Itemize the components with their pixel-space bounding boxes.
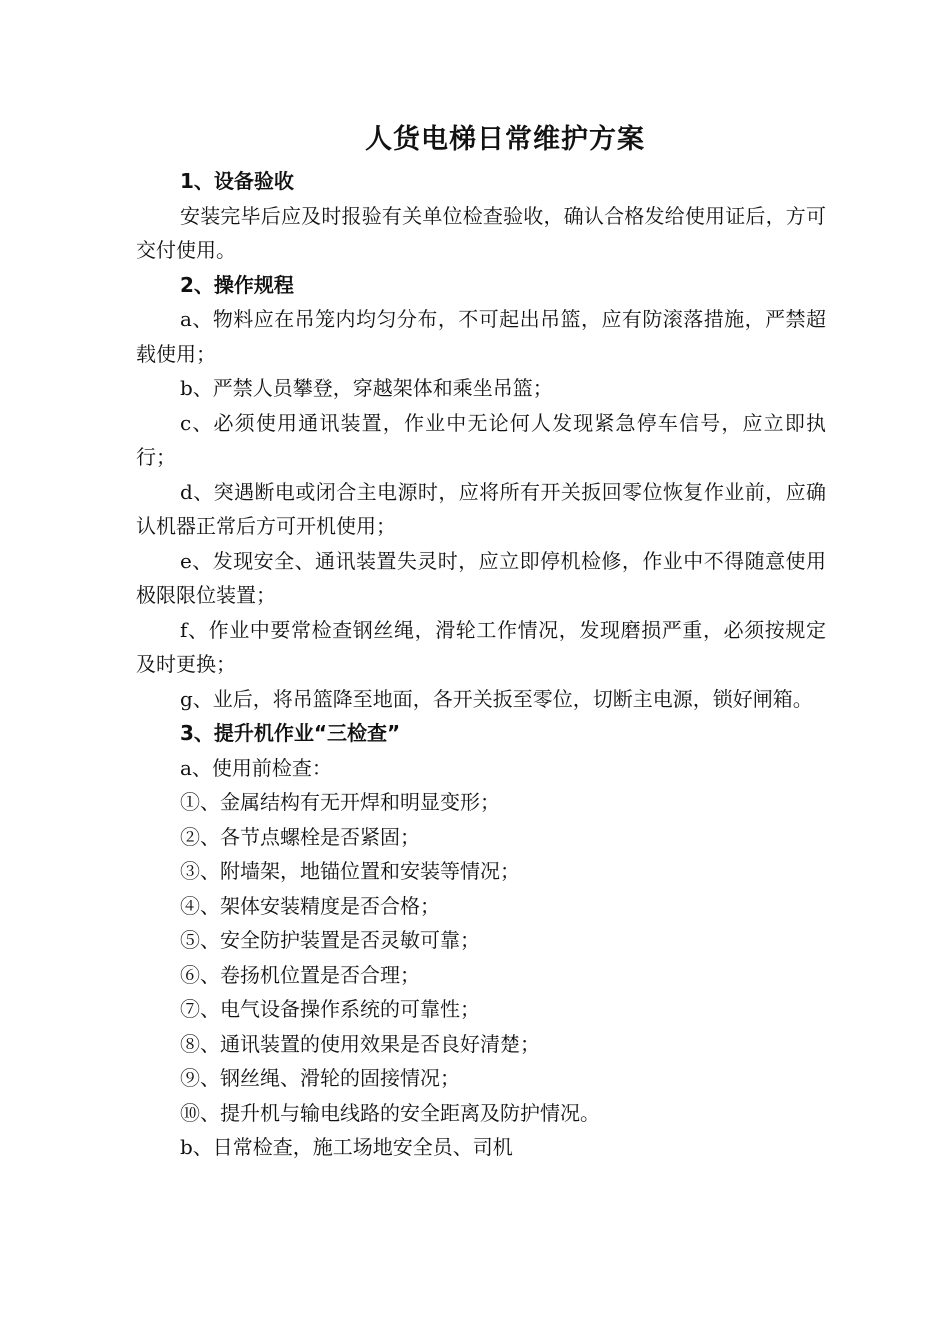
check-item-1: ①、金属结构有无开焊和明显变形； — [180, 790, 500, 814]
check-subheading-b: b、日常检查，施工场地安全员、司机 — [180, 1135, 513, 1159]
rule-item-e: e、发现安全、通讯装置失灵时，应立即停机检修，作业中不得随意使用极限限位装置； — [136, 548, 826, 607]
paragraph-acceptance: 安装完毕后应及时报验有关单位检查验收，确认合格发给使用证后，方可交付使用。 — [136, 203, 826, 262]
section-heading-equipment-acceptance: 1、设备验收 — [180, 169, 294, 193]
check-item-4: ④、架体安装精度是否合格； — [180, 893, 440, 918]
check-item-8: ⑧、通讯装置的使用效果是否良好清楚； — [180, 1031, 540, 1056]
check-item-7: ⑦、电气设备操作系统的可靠性； — [180, 997, 480, 1021]
rule-item-b: b、严禁人员攀登，穿越架体和乘坐吊篮； — [180, 376, 553, 400]
check-item-10: ⑩、提升机与输电线路的安全距离及防护情况。 — [180, 1100, 600, 1125]
check-item-2: ②、各节点螺栓是否紧固； — [180, 824, 420, 849]
check-item-3: ③、附墙架，地锚位置和安装等情况； — [180, 859, 520, 883]
rule-item-a: a、物料应在吊笼内均匀分布，不可起出吊篮，应有防滚落措施，严禁超载使用； — [136, 307, 826, 366]
document-body — [136, 164, 826, 1165]
check-item-9: ⑨、钢丝绳、滑轮的固接情况； — [180, 1066, 460, 1090]
check-subheading-a: a、使用前检查： — [180, 755, 332, 780]
check-item-5: ⑤、安全防护装置是否灵敏可靠； — [180, 928, 480, 952]
check-item-6: ⑥、卷扬机位置是否合理； — [180, 962, 420, 987]
rule-item-c: c、必须使用通讯装置，作业中无论何人发现紧急停车信号，应立即执行； — [136, 410, 826, 469]
section-heading-operating-rules: 2、操作规程 — [180, 272, 294, 297]
rule-item-d: d、突遇断电或闭合主电源时，应将所有开关扳回零位恢复作业前，应确认机器正常后方可开机使用； — [136, 479, 826, 538]
document-title: 人货电梯日常维护方案 — [365, 124, 645, 155]
section-heading-three-checks: 3、提升机作业“三检查” — [180, 721, 401, 745]
rule-item-f: f、作业中要常检查钢丝绳，滑轮工作情况，发现磨损严重，必须按规定及时更换； — [136, 617, 826, 676]
rule-item-g: g、业后，将吊篮降至地面，各开关扳至零位，切断主电源，锁好闸箱。 — [180, 686, 813, 711]
